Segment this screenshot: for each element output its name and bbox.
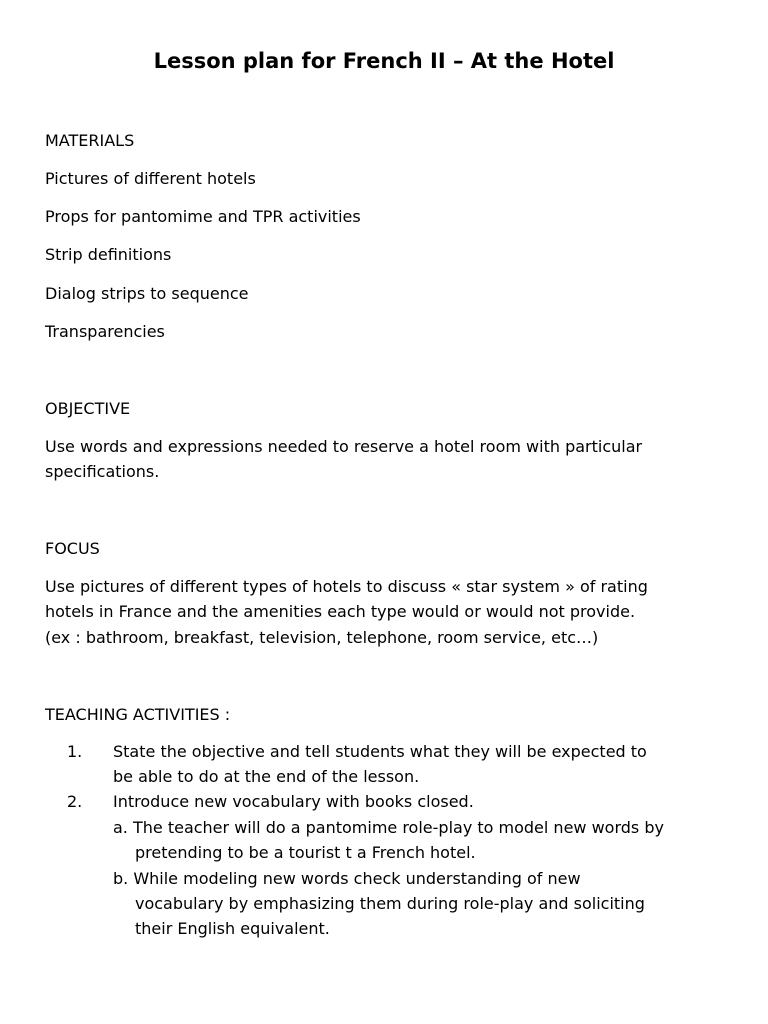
materials-item: Pictures of different hotels: [45, 169, 256, 188]
sub-item-line: vocabulary by emphasizing them during role-play and soliciting: [135, 894, 645, 913]
list-item-line: State the objective and tell students what they will be expected to: [113, 742, 647, 761]
objective-text-line: specifications.: [45, 462, 160, 481]
materials-item: Props for pantomime and TPR activities: [45, 207, 361, 226]
materials-item: Dialog strips to sequence: [45, 284, 249, 303]
focus-text-line: Use pictures of different types of hotels to discuss « star system » of rating: [45, 577, 648, 596]
sub-item-line: b. While modeling new words check understanding of new: [113, 869, 581, 888]
teaching-activities-heading: TEACHING ACTIVITIES :: [45, 705, 231, 724]
sub-item-line: a. The teacher will do a pantomime role-play to model new words by: [113, 818, 664, 837]
sub-item-line: their English equivalent.: [135, 919, 330, 938]
list-item-line: Introduce new vocabulary with books closed.: [113, 792, 474, 811]
focus-heading: FOCUS: [45, 539, 100, 558]
materials-item: Strip definitions: [45, 245, 172, 264]
list-item-number: 2.: [67, 792, 83, 811]
list-item-line: be able to do at the end of the lesson.: [113, 767, 420, 786]
objective-heading: OBJECTIVE: [45, 399, 131, 418]
objective-text-line: Use words and expressions needed to reserve a hotel room with particular: [45, 437, 643, 456]
focus-text-line: (ex : bathroom, breakfast, television, telephone, room service, etc…): [45, 628, 599, 647]
list-item-number: 1.: [67, 742, 83, 761]
materials-heading: MATERIALS: [45, 131, 135, 150]
sub-item-line: pretending to be a tourist t a French hotel.: [135, 843, 476, 862]
materials-item: Transparencies: [45, 322, 165, 341]
document-title: Lesson plan for French II – At the Hotel: [153, 49, 615, 73]
focus-text-line: hotels in France and the amenities each type would or would not provide.: [45, 602, 636, 621]
